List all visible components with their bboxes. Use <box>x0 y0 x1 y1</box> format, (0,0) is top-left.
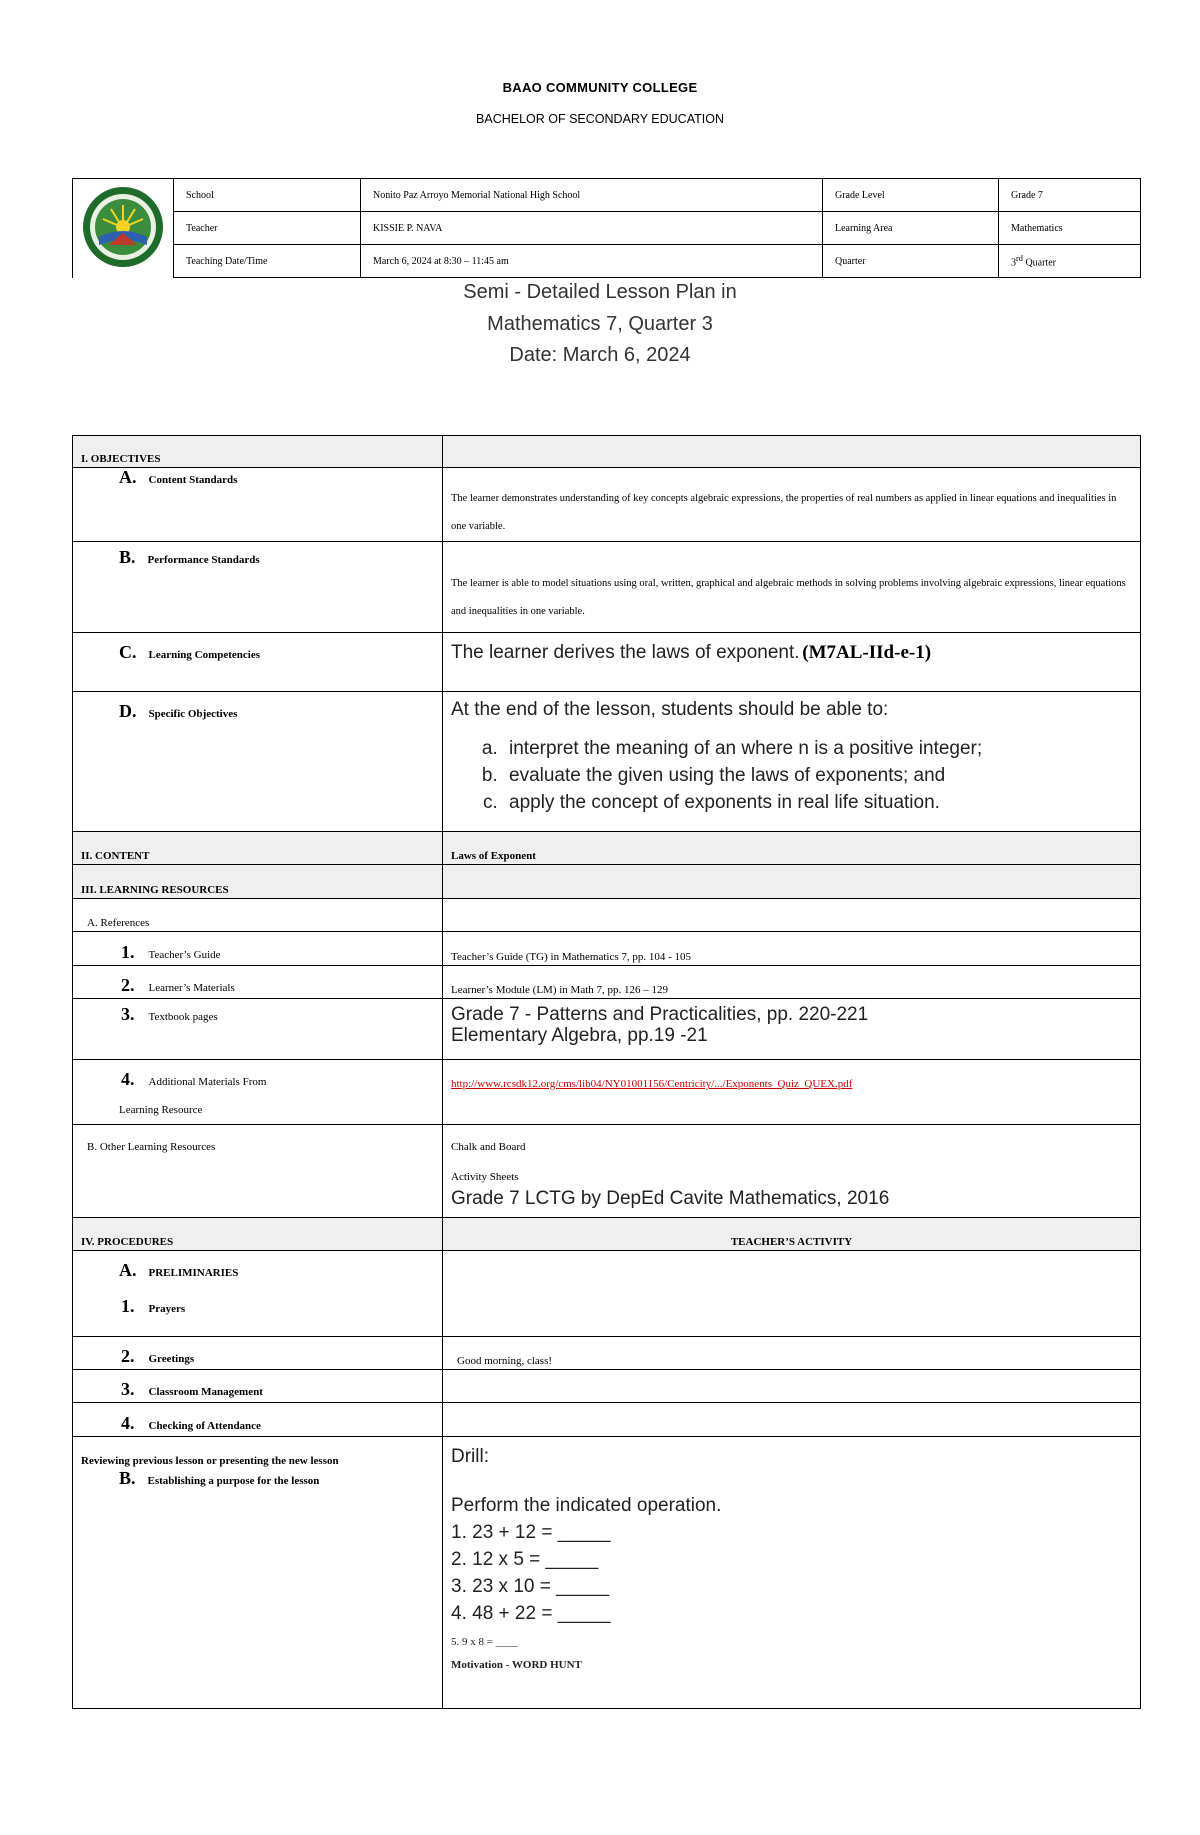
school-value: Nonito Paz Arroyo Memorial National High School <box>361 179 823 212</box>
objectives-heading: I. OBJECTIVES <box>73 436 443 468</box>
drill-activity: Drill: Perform the indicated operation. 1. 23 + 12 = _____ 2. 12 x 5 = _____ 3. 23 x 10 = _____ 4. 48 + 22 = _____ 5. 9 x 8 = ____ Motivation - WORD HUNT <box>443 1437 1141 1709</box>
procedures-heading: IV. PROCEDURES <box>73 1218 443 1251</box>
additional-materials-label: 4. Additional Materials From Learning Resource <box>73 1060 443 1125</box>
content-heading: II. CONTENT <box>73 832 443 865</box>
school-label: School <box>174 179 361 212</box>
greetings-label: 2. Greetings <box>73 1337 443 1370</box>
college-name: BAAO COMMUNITY COLLEGE <box>502 80 698 95</box>
preliminaries-label: A. PRELIMINARIES 1. Prayers <box>73 1251 443 1337</box>
content-standards-label: A. Content Standards <box>73 468 443 542</box>
classroom-management-label: 3. Classroom Management <box>73 1370 443 1403</box>
attendance-label: 4. Checking of Attendance <box>73 1403 443 1437</box>
specific-objectives-label: D. Specific Objectives <box>73 692 443 832</box>
review-label: Reviewing previous lesson or presenting the new lesson B. Establishing a purpose for the lesson <box>73 1437 443 1709</box>
program-name: BACHELOR OF SECONDARY EDUCATION <box>476 112 724 126</box>
learning-competencies-label: C. Learning Competencies <box>73 633 443 692</box>
quarter-value: 3rd Quarter <box>999 245 1141 278</box>
quarter-label: Quarter <box>823 245 999 278</box>
grade-label: Grade Level <box>823 179 999 212</box>
drill-item: 1. 23 + 12 = _____ <box>451 1522 611 1543</box>
greetings-value: Good morning, class! <box>443 1337 1141 1370</box>
area-label: Learning Area <box>823 212 999 245</box>
learning-competencies-text: The learner derives the laws of exponent. (M7AL-IId-e-1) <box>443 633 1141 692</box>
plan-title: Semi - Detailed Lesson Plan in <box>463 281 737 303</box>
area-value: Mathematics <box>999 212 1141 245</box>
drill-item: 2. 12 x 5 = _____ <box>451 1549 599 1570</box>
teachers-activity-heading: TEACHER’S ACTIVITY <box>443 1218 1141 1251</box>
school-seal-icon <box>81 185 165 269</box>
teachers-guide-value: Teacher’s Guide (TG) in Mathematics 7, pp. 104 - 105 <box>443 932 1141 966</box>
additional-materials-link[interactable]: http://www.rcsdk12.org/cms/lib04/NY01001156/Centricity/.../Exponents_Quiz_QUEX.pdf <box>443 1060 1141 1125</box>
lesson-plan-table <box>72 435 1141 1709</box>
teachers-guide-label: 1. Teacher’s Guide <box>73 932 443 966</box>
specific-objectives-text: At the end of the lesson, students should be able to: a. interpret the meaning of an where n is a positive integer; b. evaluate the given using the laws of exponents; and c. apply the concept of exponents in real life situation. <box>443 692 1141 832</box>
drill-item: 5. 9 x 8 = ____ <box>451 1636 518 1648</box>
performance-standards-label: B. Performance Standards <box>73 542 443 633</box>
school-seal <box>73 179 174 278</box>
teacher-value: KISSIE P. NAVA <box>361 212 823 245</box>
teacher-label: Teacher <box>174 212 361 245</box>
content-value: Laws of Exponent <box>443 832 1141 865</box>
drill-item: 3. 23 x 10 = _____ <box>451 1576 609 1597</box>
plan-date: Date: March 6, 2024 <box>509 344 691 366</box>
date-label: Teaching Date/Time <box>174 245 361 278</box>
date-value: March 6, 2024 at 8:30 – 11:45 am <box>361 245 823 278</box>
textbook-pages-value: Grade 7 - Patterns and Practicalities, pp. 220-221 Elementary Algebra, pp.19 -21 <box>443 999 1141 1060</box>
objective-item: a. interpret the meaning of an where n is a positive integer; <box>503 735 1132 762</box>
other-resources-values: Chalk and Board Activity Sheets Grade 7 LCTG by DepEd Cavite Mathematics, 2016 <box>443 1125 1141 1218</box>
learners-materials-label: 2. Learner’s Materials <box>73 966 443 999</box>
learners-materials-value: Learner’s Module (LM) in Math 7, pp. 126 – 129 <box>443 966 1141 999</box>
drill-item: 4. 48 + 22 = _____ <box>451 1603 611 1624</box>
school-info-table <box>72 178 1141 278</box>
objective-item: b. evaluate the given using the laws of exponents; and <box>503 762 1132 789</box>
resources-heading: III. LEARNING RESOURCES <box>73 865 443 899</box>
motivation-label: Motivation - WORD HUNT <box>451 1659 582 1671</box>
content-standards-text: The learner demonstrates understanding of key concepts algebraic expressions, the properties of real numbers as applied in linear equations and inequalities in one variable. <box>443 468 1141 542</box>
plan-subject: Mathematics 7, Quarter 3 <box>487 313 713 335</box>
objective-item: c. apply the concept of exponents in real life situation. <box>503 789 1132 816</box>
grade-value: Grade 7 <box>999 179 1141 212</box>
other-resources-label: B. Other Learning Resources <box>73 1125 443 1218</box>
references-label: A. References <box>73 899 443 932</box>
textbook-pages-label: 3. Textbook pages <box>73 999 443 1060</box>
performance-standards-text: The learner is able to model situations using oral, written, graphical and algebraic methods in solving problems involving algebraic expressions, linear equations and inequalities in one variable. <box>443 542 1141 633</box>
